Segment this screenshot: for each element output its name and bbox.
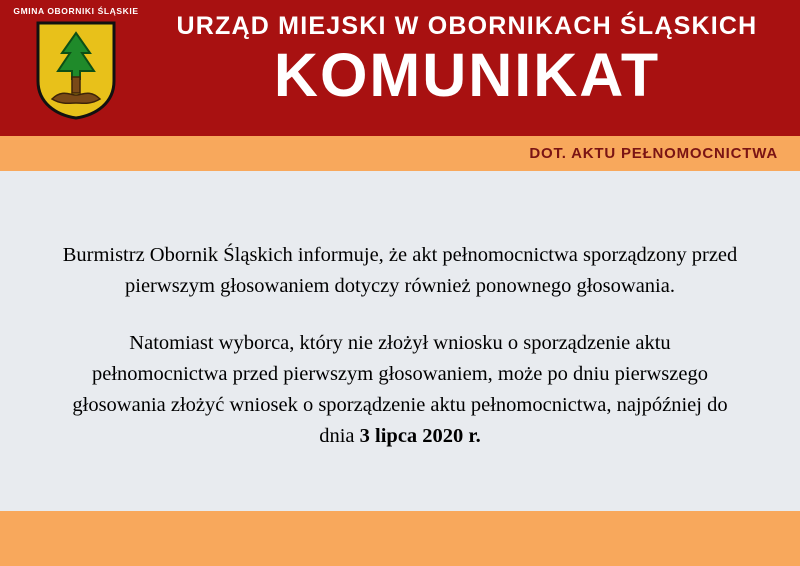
paragraph-one: Burmistrz Obornik Śląskich informuje, że akt pełnomocnictwa sporządzony przed pierwszym głosowaniem dotyczy również ponownego głosowania. xyxy=(62,243,738,297)
deadline-date: 3 lipca 2020 r. xyxy=(359,425,481,448)
header-titles xyxy=(152,0,800,107)
coat-of-arms-icon xyxy=(34,19,118,121)
paragraph-two-text: Natomiast wyborca, który nie złożył wniosku o sporządzenie aktu pełnomocnictwa przed pierwszym głosowaniem, może po dniu pierwszego głosowania złożyć wniosek o sporządzenie aktu pełnomocnictwa, najpóźniej do dnia xyxy=(72,331,728,448)
subtitle-text: DOT. AKTU PEŁNOMOCNICTWA xyxy=(529,145,778,162)
office-name: URZĄD MIEJSKI W OBORNIKACH ŚLĄSKICH xyxy=(176,12,758,40)
poster-header xyxy=(0,0,800,136)
paragraph-two xyxy=(62,328,738,453)
poster-body xyxy=(0,171,800,511)
crest-block xyxy=(0,0,152,121)
crest-caption: GMINA OBORNIKI ŚLĄSKIE xyxy=(13,6,139,16)
footer-bar xyxy=(0,511,800,566)
subtitle-bar xyxy=(0,136,800,171)
poster-title: KOMUNIKAT xyxy=(273,41,661,109)
